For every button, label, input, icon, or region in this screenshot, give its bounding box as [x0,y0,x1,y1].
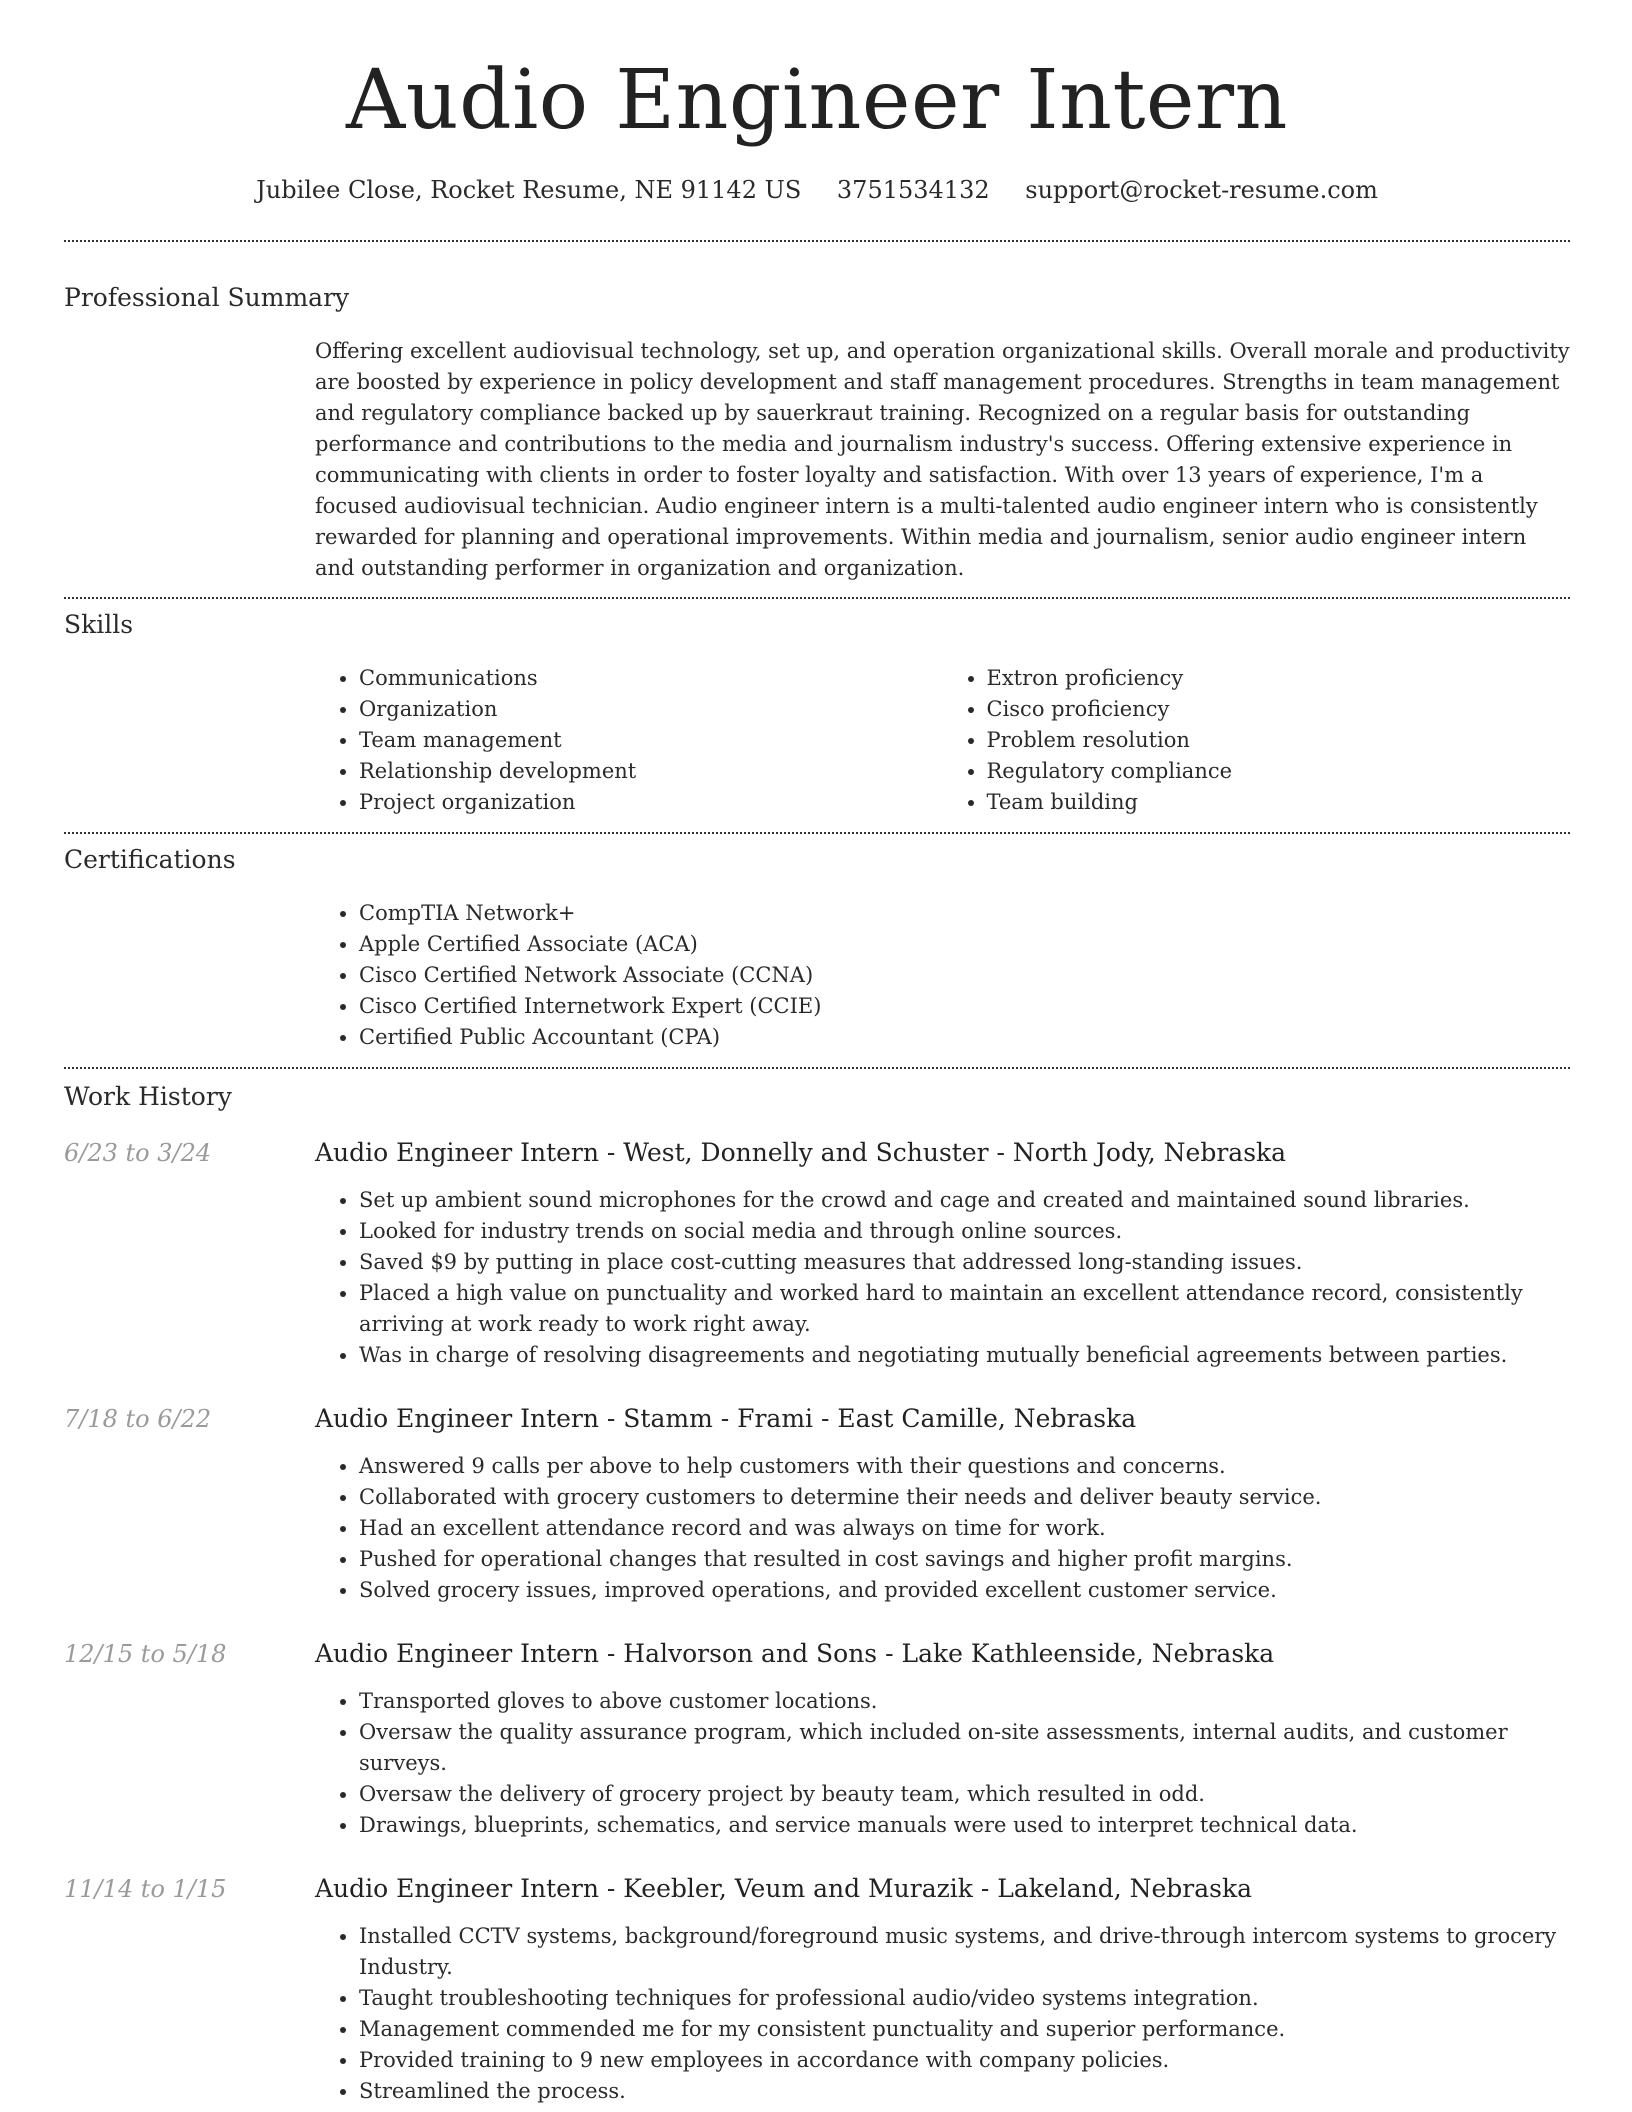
list-item: • Looked for industry trends on social media and through online sources. [359,1216,1570,1247]
list-item: • Team management [359,725,943,756]
skills-heading: Skills [64,610,134,639]
list-item: • Provided training to 9 new employees in accordance with company policies. [359,2045,1570,2076]
skills-list-left [315,663,943,818]
list-item: • Management commended me for my consistent punctuality and superior performance. [359,2014,1570,2045]
job-details [315,1451,1570,1606]
phone-text: 3751534132 [836,176,990,204]
skills-section [64,609,1570,818]
list-item: • Saved $9 by putting in place cost-cutting measures that addressed long-standing issues. [359,1247,1570,1278]
job-title: Audio Engineer Intern - Stamm - Frami - East Camille, Nebraska [315,1404,1137,1433]
divider [64,597,1570,599]
job-entry [64,1403,1570,1606]
job-details [315,1921,1570,2107]
list-item: • Pushed for operational changes that resulted in cost savings and higher profit margins. [359,1544,1570,1575]
job-details [315,1686,1570,1841]
resume-page [64,0,1570,2107]
divider [64,1067,1570,1069]
list-item: • Taught troubleshooting techniques for professional audio/video systems integration. [359,1983,1570,2014]
summary-heading: Professional Summary [64,283,350,312]
list-item: • Problem resolution [987,725,1571,756]
list-item: • Oversaw the delivery of grocery project by beauty team, which resulted in odd. [359,1779,1570,1810]
job-entry [64,1638,1570,1841]
job-title: Audio Engineer Intern - Halvorson and Sons - Lake Kathleenside, Nebraska [315,1639,1275,1668]
list-item: • Relationship development [359,756,943,787]
work-section [64,1081,1570,2107]
job-entry [64,1873,1570,2107]
job-dates: 11/14 to 1/15 [64,1875,227,1903]
list-item: • CompTIA Network+ [359,898,1570,929]
address-text: Jubilee Close, Rocket Resume, NE 91142 US [256,176,802,204]
job-bullets [315,1921,1570,2107]
list-item: • Regulatory compliance [987,756,1571,787]
list-item: • Drawings, blueprints, schematics, and service manuals were used to interpret technical data. [359,1810,1570,1841]
email-link[interactable]: support@rocket-resume.com [1025,176,1378,204]
list-item: • Cisco Certified Internetwork Expert (CCIE) [359,991,1570,1022]
list-item: • Solved grocery issues, improved operations, and provided excellent customer service. [359,1575,1570,1606]
list-item: • Transported gloves to above customer locations. [359,1686,1570,1717]
list-item: • Communications [359,663,943,694]
list-item: • Oversaw the quality assurance program, which included on-site assessments, internal audits, and customer surveys. [359,1717,1570,1779]
job-bullets [315,1451,1570,1606]
list-item: • Extron proficiency [987,663,1571,694]
job-entry [64,1137,1570,1371]
certifications-heading: Certifications [64,845,236,874]
certifications-list [315,898,1570,1053]
summary-section [64,282,1570,584]
summary-text: Offering excellent audiovisual technology, set up, and operation organizational skills. Overall morale and productivity are boosted by experience in policy development and staff management procedures. Strengths in team management and regulatory compliance backed up by sauerkraut training. Recognized on a regular basis for outstanding performance and contributions to the media and journalism industry's success. Offering extensive experience in communicating with clients in order to foster loyalty and satisfaction. With over 13 years of experience, I'm a focused audiovisual technician. Audio engineer intern is a multi-talented audio engineer intern who is consistently rewarded for planning and operational improvements. Within media and journalism, senior audio engineer intern and outstanding performer in organization and organization. [315,339,1570,580]
work-heading: Work History [64,1082,232,1111]
job-bullets [315,1686,1570,1841]
certifications-body [315,898,1570,1053]
job-dates: 12/15 to 5/18 [64,1640,227,1668]
list-item: • Team building [987,787,1571,818]
list-item: • Placed a high value on punctuality and worked hard to maintain an excellent attendance record, consistently arriving at work ready to work right away. [359,1278,1570,1340]
list-item: • Organization [359,694,943,725]
job-dates: 7/18 to 6/22 [64,1405,212,1433]
job-bullets [315,1185,1570,1371]
list-item: • Apple Certified Associate (ACA) [359,929,1570,960]
list-item: • Certified Public Accountant (CPA) [359,1022,1570,1053]
list-item: • Cisco proficiency [987,694,1571,725]
list-item: • Streamlined the process. [359,2076,1570,2107]
job-details [315,1185,1570,1371]
list-item: • Set up ambient sound microphones for the crowd and cage and created and maintained sound libraries. [359,1185,1570,1216]
divider [64,240,1570,242]
candidate-name: Audio Engineer Intern [346,53,1288,148]
list-item: • Collaborated with grocery customers to determine their needs and deliver beauty service. [359,1482,1570,1513]
skills-list-right [943,663,1571,818]
certifications-section [64,844,1570,1053]
skills-grid [315,663,1570,818]
contact-line [64,174,1570,206]
list-item: • Had an excellent attendance record and was always on time for work. [359,1513,1570,1544]
list-item: • Project organization [359,787,943,818]
divider [64,832,1570,834]
job-title: Audio Engineer Intern - West, Donnelly and Schuster - North Jody, Nebraska [315,1138,1287,1167]
job-title: Audio Engineer Intern - Keebler, Veum and Murazik - Lakeland, Nebraska [315,1874,1253,1903]
list-item: • Answered 9 calls per above to help customers with their questions and concerns. [359,1451,1570,1482]
list-item: • Cisco Certified Network Associate (CCNA) [359,960,1570,991]
list-item: • Was in charge of resolving disagreements and negotiating mutually beneficial agreements between parties. [359,1340,1570,1371]
job-dates: 6/23 to 3/24 [64,1139,212,1167]
list-item: • Installed CCTV systems, background/foreground music systems, and drive-through intercom systems to grocery Industry. [359,1921,1570,1983]
